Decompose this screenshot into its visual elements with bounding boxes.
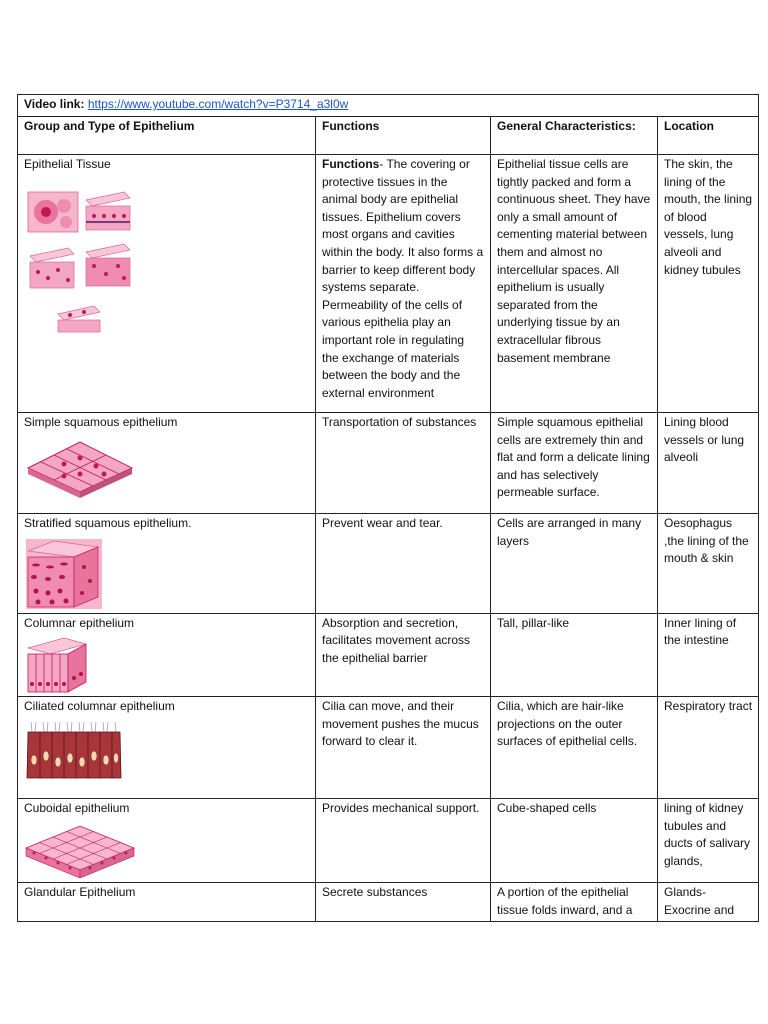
function-cell: Provides mechanical support. [316,799,491,883]
video-link-row [18,95,759,117]
function-text: - The covering or protective tissues in the animal body are epithelial tissues. Epithelium covers most organs and cavities within the body. It also forms a barrier to keep different body systems separate. Permeability of the cells of various epithelia play an important role in regulating the exchange of materials between the body and the external environment [322,157,484,400]
cuboidal-illustration [24,822,136,878]
type-cell [18,155,316,413]
location-cell: Inner lining of the intestine [658,613,759,697]
header-row [18,117,759,155]
type-cell [18,613,316,697]
ciliated-columnar-illustration [24,720,124,782]
columnar-illustration [24,636,90,694]
video-link[interactable]: https://www.youtube.com/watch?v=P3714_a3l0w [87,97,349,111]
table-row [18,883,759,922]
characteristics-cell: Epithelial tissue cells are tightly packed and form a continuous sheet. They have only a small amount of cementing material between them and almost no intercellular spaces. All epithelium is usually separated from the underlying tissue by an extracellular fibrous basement membrane [491,155,658,413]
header-group: Group and Type of Epithelium [18,117,316,155]
table-row [18,413,759,514]
type-name: Glandular Epithelium [24,885,136,900]
type-name: Epithelial Tissue [24,157,111,171]
type-cell [18,697,316,799]
type-name: Simple squamous epithelium [24,415,178,429]
type-cell [18,799,316,883]
illus-pseudostratified-block [30,248,74,288]
function-cell: Cilia can move, and their movement pushes the mucus forward to clear it. [316,697,491,799]
location-cell: Lining blood vessels or lung alveoli [658,413,759,514]
stratified-squamous-illustration [24,537,104,611]
illus-columnar-block [86,192,130,230]
function-lead: Functions [322,157,380,171]
location-cell: Respiratory tract [658,697,759,799]
type-name: Stratified squamous epithelium. [24,516,192,530]
function-cell: Absorption and secretion, facilitates movement across the epithelial barrier [316,613,491,697]
illus-round-cells [28,192,78,232]
table-row [18,155,759,413]
type-cell [18,413,316,514]
table-row [18,799,759,883]
location-cell: Oesophagus ,the lining of the mouth & skin [658,514,759,614]
table-row [18,613,759,697]
function-cell: Transportation of substances [316,413,491,514]
type-cell [18,883,316,922]
function-cell: Secrete substances [316,883,491,922]
characteristics-cell: Cells are arranged in many layers [491,514,658,614]
type-name: Cuboidal epithelium [24,801,130,816]
illus-stratified-block [86,244,130,286]
characteristics-cell: Tall, pillar-like [491,613,658,697]
function-cell: Prevent wear and tear. [316,514,491,614]
characteristics-cell: Cube-shaped cells [491,799,658,883]
header-location: Location [658,117,759,155]
location-cell: Glands-Exocrine and [658,883,759,922]
video-link-label: Video link: [24,97,85,111]
location-cell: lining of kidney tubules and ducts of salivary glands, [658,799,759,883]
table-row [18,697,759,799]
epithelial-tissue-illustration [24,178,134,348]
header-characteristics: General Characteristics: [491,117,658,155]
type-name: Ciliated columnar epithelium [24,699,175,714]
location-cell: The skin, the lining of the mouth, the lining of blood vessels, lung alveoli and kidney tubules [658,155,759,413]
table-row [18,514,759,614]
type-cell [18,514,316,614]
simple-squamous-illustration [24,436,134,498]
header-functions: Functions [316,117,491,155]
characteristics-cell: Simple squamous epithelial cells are extremely thin and flat and form a delicate lining and has selectively permeable surface. [491,413,658,514]
function-cell [316,155,491,413]
type-name: Columnar epithelium [24,615,135,630]
video-link-cell [18,95,759,117]
characteristics-cell: Cilia, which are hair-like projections on the outer surfaces of epithelial cells. [491,697,658,799]
characteristics-cell: A portion of the epithelial tissue folds inward, and a [491,883,658,922]
illus-squamous-tile [58,306,100,332]
epithelium-table [17,94,759,922]
